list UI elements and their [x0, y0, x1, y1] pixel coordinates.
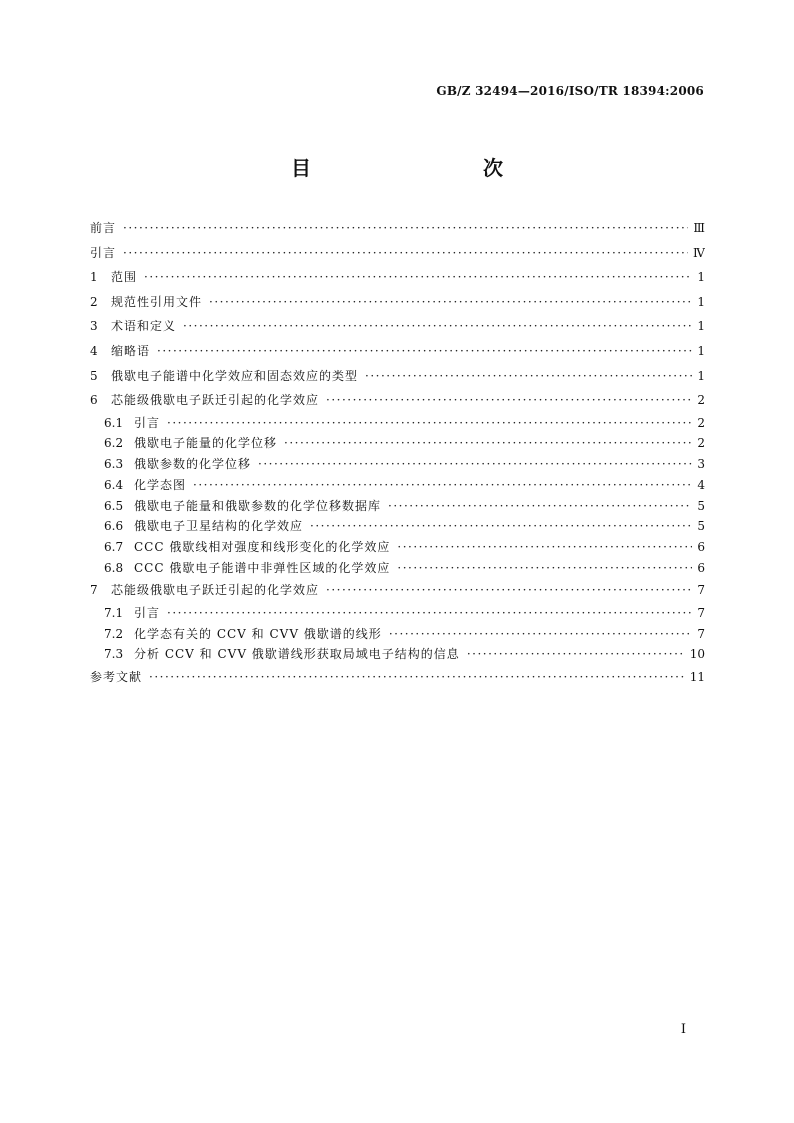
toc-entry-label: 参考文献: [90, 669, 143, 684]
toc-entry-page: 1: [697, 319, 705, 334]
toc-leader-dots: [365, 364, 692, 389]
page-number: Ⅰ: [680, 1022, 686, 1037]
toc-leader-dots: [123, 216, 688, 241]
toc-entry-page: 1: [697, 368, 705, 383]
toc-leader-dots: [209, 290, 692, 315]
toc-entry-label: 引言: [134, 605, 161, 620]
toc-entry-number: 6.1: [104, 415, 124, 430]
standard-code: GB/Z 32494—2016/ISO/TR 18394:2006: [436, 84, 704, 98]
toc-entry-label: 前言: [90, 221, 117, 235]
toc-entry-page: 11: [689, 669, 705, 684]
toc-entry[interactable]: [90, 364, 705, 389]
toc-entry-label: 引言: [90, 245, 117, 260]
toc-entry-number: 7.3: [104, 647, 124, 662]
toc-leader-dots: [167, 413, 692, 434]
toc-entry-label: 术语和定义: [111, 319, 177, 334]
toc-entry-label: 俄歇电子卫星结构的化学效应: [134, 519, 304, 534]
toc-leader-dots: [193, 475, 692, 496]
toc-entry-label: 规范性引用文件: [111, 294, 203, 309]
toc-entry-page: 7: [697, 605, 705, 620]
toc-leader-dots: [310, 516, 692, 537]
toc-entry-number: 5: [90, 368, 98, 383]
toc-entry-number: 7.1: [104, 605, 124, 620]
toc-entry[interactable]: [90, 265, 705, 290]
toc-entry-page: 6: [697, 560, 705, 575]
toc-entry-page: 5: [697, 519, 705, 534]
toc-entry-label: CCC 俄歇线相对强度和线形变化的化学效应: [134, 539, 391, 554]
toc-entry[interactable]: [90, 314, 705, 339]
toc-entry-page: 5: [697, 498, 705, 513]
toc-leader-dots: [284, 433, 692, 454]
toc-entry-number: 6.2: [104, 436, 124, 451]
toc-subentry[interactable]: [90, 644, 705, 665]
toc-entry-number: 6.6: [104, 519, 124, 534]
toc-leader-dots: [167, 603, 692, 624]
toc-entry[interactable]: [90, 578, 705, 603]
toc-entry-page: 4: [697, 477, 705, 492]
toc-leader-dots: [258, 454, 692, 475]
toc-entry-page: 3: [697, 457, 705, 472]
toc-subentry[interactable]: [90, 433, 705, 454]
toc-entry-number: 6: [90, 393, 98, 408]
toc-leader-dots: [123, 241, 688, 266]
toc-entry-label: CCC 俄歇电子能谱中非弹性区域的化学效应: [134, 560, 391, 575]
toc-entry-label: 引言: [134, 415, 161, 430]
page-title: 目 次: [291, 156, 547, 180]
toc-entry-label: 芯能级俄歇电子跃迁引起的化学效应: [111, 583, 320, 598]
toc-entry[interactable]: [90, 216, 705, 241]
toc-entry-number: 7: [90, 583, 98, 598]
toc-entry-page: 6: [697, 539, 705, 554]
toc-leader-dots: [389, 624, 692, 645]
toc-subentry[interactable]: [90, 454, 705, 475]
toc-entry[interactable]: [90, 665, 705, 690]
toc-entry-label: 范围: [111, 270, 138, 285]
toc-entry-page: 2: [697, 415, 705, 430]
toc-entry-page: 7: [697, 583, 705, 598]
toc-entry-page: 1: [697, 343, 705, 358]
toc-entry-label: 分析 CCV 和 CVV 俄歇谱线形获取局域电子结构的信息: [134, 647, 460, 662]
toc-entry[interactable]: [90, 339, 705, 364]
toc-entry-label: 化学态有关的 CCV 和 CVV 俄歇谱的线形: [134, 626, 382, 641]
toc-leader-dots: [397, 537, 692, 558]
toc-subentry[interactable]: [90, 496, 705, 517]
toc-subentry[interactable]: [90, 475, 705, 496]
toc-leader-dots: [326, 578, 692, 603]
toc-leader-dots: [397, 558, 692, 579]
toc-entry[interactable]: [90, 388, 705, 413]
toc-entry-number: 6.4: [104, 477, 124, 492]
toc-entry-number: 3: [90, 319, 98, 334]
toc-entry-number: 6.8: [104, 560, 124, 575]
toc-entry-page: 2: [697, 436, 705, 451]
toc-entry-label: 缩略语: [111, 343, 151, 358]
toc-subentry[interactable]: [90, 516, 705, 537]
toc-leader-dots: [157, 339, 692, 364]
toc-subentry[interactable]: [90, 603, 705, 624]
toc-entry-label: 俄歇电子能量和俄歇参数的化学位移数据库: [134, 498, 382, 513]
toc-entry-label: 俄歇参数的化学位移: [134, 457, 252, 472]
toc-subentry[interactable]: [90, 413, 705, 434]
toc-entry-page: Ⅳ: [693, 245, 705, 260]
toc-entry-label: 俄歇电子能量的化学位移: [134, 436, 278, 451]
toc-entry-number: 2: [90, 294, 98, 309]
toc-entry-number: 6.3: [104, 457, 124, 472]
toc-entry-number: 4: [90, 343, 98, 358]
toc-entry-label: 俄歇电子能谱中化学效应和固态效应的类型: [111, 368, 359, 383]
toc-subentry[interactable]: [90, 537, 705, 558]
toc-entry-number: 6.7: [104, 539, 124, 554]
toc-entry-page: 2: [697, 393, 705, 408]
toc-entry-page: Ⅲ: [693, 221, 705, 235]
toc-leader-dots: [467, 644, 685, 665]
toc-entry[interactable]: [90, 241, 705, 266]
toc-entry-page: 7: [697, 626, 705, 641]
toc-entry-label: 芯能级俄歇电子跃迁引起的化学效应: [111, 393, 320, 408]
toc-entry-number: 6.5: [104, 498, 124, 513]
table-of-contents: [90, 216, 705, 690]
toc-leader-dots: [326, 388, 692, 413]
toc-subentry[interactable]: [90, 558, 705, 579]
toc-entry-page: 10: [689, 647, 705, 662]
toc-leader-dots: [149, 665, 685, 690]
toc-entry-label: 化学态图: [134, 477, 187, 492]
toc-entry-page: 1: [697, 294, 705, 309]
toc-leader-dots: [388, 496, 692, 517]
toc-entry-number: 7.2: [104, 626, 124, 641]
toc-leader-dots: [183, 314, 692, 339]
toc-entry[interactable]: [90, 290, 705, 315]
toc-entry-page: 1: [697, 270, 705, 285]
toc-leader-dots: [144, 265, 692, 290]
toc-subentry[interactable]: [90, 624, 705, 645]
toc-entry-number: 1: [90, 270, 98, 285]
